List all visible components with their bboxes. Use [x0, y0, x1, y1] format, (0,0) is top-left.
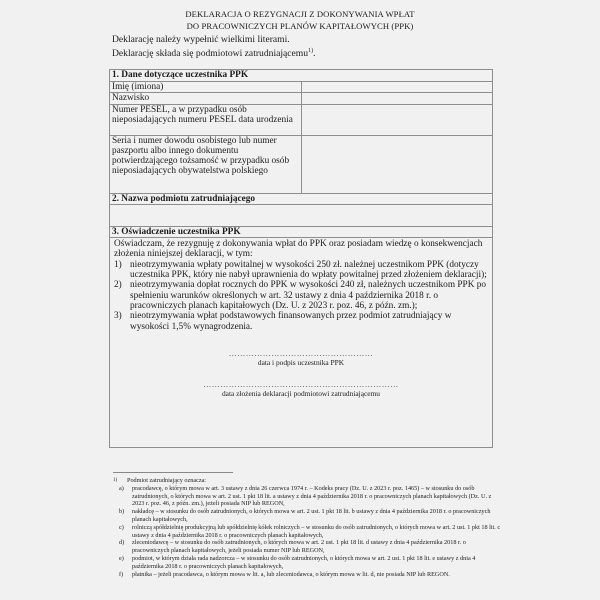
declaration-item-number: 2): [114, 280, 122, 291]
footnote-marker: 1): [113, 478, 118, 483]
declaration-item-text: nieotrzymywania dopłat rocznych do PPK w wysokości 240 zł, należnych uczestnikom PPK po spełnieniu warunków określonych w art. 32 ustawy z dnia 4 października 2018 r. o pracowniczych planach kapitałowych (Dz. U. z 2023 r. poz. 46, z późn. zm.);: [130, 280, 487, 311]
declaration-item-number: 3): [114, 311, 122, 322]
footnote-item-letter: f): [119, 570, 124, 578]
declaration-form-table: [109, 69, 493, 448]
footnote-item-text: zleceniodawcę – w stosunku do osób zatrudnionych, o których mowa w art. 2 ust. 1 pkt 18 lit. d ustawy z dnia 4 października 2018 r. o pracowniczych planach kapitałowych, jeżeli posiada numer NIP lub REGON,: [132, 539, 466, 555]
instruction-line-2-text: Deklarację składa się podmiotowi zatrudniającemu: [112, 47, 309, 59]
last-name-field[interactable]: [301, 93, 493, 104]
participant-signature-label: data i podpis uczestnika PPK: [257, 357, 345, 367]
declaration-item: [112, 311, 490, 332]
footnote-item-text: płatnika – jeżeli pracodawca, o którym mowa w lit. a, lub zleceniodawca, o którym mowa w lit. d, nie posiada NIP lub REGON.: [132, 570, 450, 578]
footnote-item: [113, 508, 501, 524]
footnote-item: [113, 571, 501, 579]
footnote-ref: 1): [308, 47, 314, 54]
footnote-separator: [113, 472, 233, 473]
declaration-item: [112, 280, 490, 311]
instruction-line-2-end: .: [313, 47, 316, 59]
declaration-body: [110, 238, 493, 448]
first-name-field[interactable]: [301, 82, 493, 93]
footnote-item: [113, 524, 501, 540]
instruction-line-2: [112, 46, 315, 60]
footnote-item: [113, 485, 501, 508]
document-title: [0, 8, 600, 32]
first-name-label: Imię (imiona): [110, 82, 302, 93]
footnote-heading-row: [113, 477, 501, 485]
submission-date-label: data złożenia deklaracji podmiotowi zatrudniającemu: [221, 388, 380, 398]
instruction-line-1: Deklarację należy wypełnić wielkimi literami.: [112, 34, 290, 45]
declaration-item-text: nieotrzymywania wpłat podstawowych finansowanych przez podmiot zatrudniający w wysokości 1,5% wynagrodzenia.: [130, 311, 452, 332]
section-1-heading: 1. Dane dotyczące uczestnika PPK: [110, 70, 493, 82]
footnote-item-text: podmiot, w którym działa rada nadzorcza – w stosunku do osób zatrudnionych, o których mowa w art. 2 ust. 1 pkt 18 lit. e ustawy z dnia 4 października 2018 r. o pracowniczych planach kapitałowych,: [132, 554, 476, 570]
title-line-2: DO PRACOWNICZYCH PLANÓW KAPITAŁOWYCH (PPK): [186, 21, 414, 31]
title-line-1: DEKLARACJA O REZYGNACJI Z DOKONYWANIA WPŁAT: [185, 9, 415, 19]
footnote-item-text: rolniczą spółdzielnię produkcyjną lub spółdzielnię kółek rolniczych – w stosunku do osób zatrudnionych, o których mowa w art. 2 ust. 1 pkt 18 lit. c ustawy z dnia 4 października 2018 r. o pracowniczych planach kapitałowych,: [132, 523, 501, 539]
last-name-label: Nazwisko: [110, 93, 302, 104]
footnote-item: [113, 539, 501, 555]
submission-date-line[interactable]: ……………………………………………………………: [203, 379, 399, 389]
instructions: [112, 34, 315, 59]
declaration-item: [112, 260, 490, 281]
declaration-item-number: 1): [114, 259, 122, 270]
footnote-item-text: pracodawcę, o którym mowa w art. 3 ustawy z dnia 26 czerwca 1974 r. – Kodeks pracy (Dz. U. z 2023 r. poz. 1465) – w stosunku do osób zatrudnionych, o których mowa w art. 2 ust. 1 pkt 18 lit. a ustawy z dnia 4 października 2018 r. o pracowniczych planach kapitałowych (Dz. U. z 2023 r. poz. 46, z późn. zm.), jeżeli posiada NIP lub REGON,: [132, 484, 492, 508]
footnotes: [113, 477, 501, 578]
declaration-item-text: nieotrzymywania wpłaty powitalnej w wysokości 250 zł. należnej uczestnikom PPK (dotyczy uczestnika PPK, który nie nabył uprawnienia do wpłaty powitalnej przed złożeniem deklaracji);: [130, 259, 487, 281]
footnote-item-letter: a): [119, 484, 124, 492]
participant-signature-line[interactable]: ……………………………………………: [228, 348, 374, 358]
id-document-field[interactable]: [301, 135, 493, 193]
footnote-item-text: nakładcę – w stosunku do osób zatrudnionych, o których mowa w art. 2 ust. 1 pkt 18 lit. b ustawy z dnia 4 października 2018 r. o pracowniczych planach kapitałowych,: [132, 508, 491, 523]
pesel-label: Numer PESEL, a w przypadku osób nieposiadających numeru PESEL data urodzenia: [110, 104, 302, 135]
declaration-intro: Oświadczam, że rezygnuję z dokonywania wpłat do PPK oraz posiadam wiedzę o konsekwencjach złożenia niniejszej deklaracji, w tym:: [114, 239, 483, 260]
footnote-item-letter: c): [119, 523, 124, 531]
footnote-item-letter: e): [119, 554, 124, 562]
employer-name-field[interactable]: [110, 204, 493, 226]
section-2-heading: 2. Nazwa podmiotu zatrudniającego: [110, 193, 493, 204]
footnote-heading: Podmiot zatrudniający oznacza:: [127, 477, 207, 484]
footnote-item: [113, 555, 501, 571]
pesel-field[interactable]: [301, 104, 493, 135]
footnote-item-letter: b): [119, 508, 125, 516]
section-3-heading: 3. Oświadczenie uczestnika PPK: [110, 226, 493, 237]
id-document-label: Seria i numer dowodu osobistego lub numer paszportu albo innego dokumentu potwierdzającego tożsamość w przypadku osób nieposiadających obywatelstwa polskiego: [110, 135, 302, 193]
footnote-item-letter: d): [119, 539, 125, 547]
